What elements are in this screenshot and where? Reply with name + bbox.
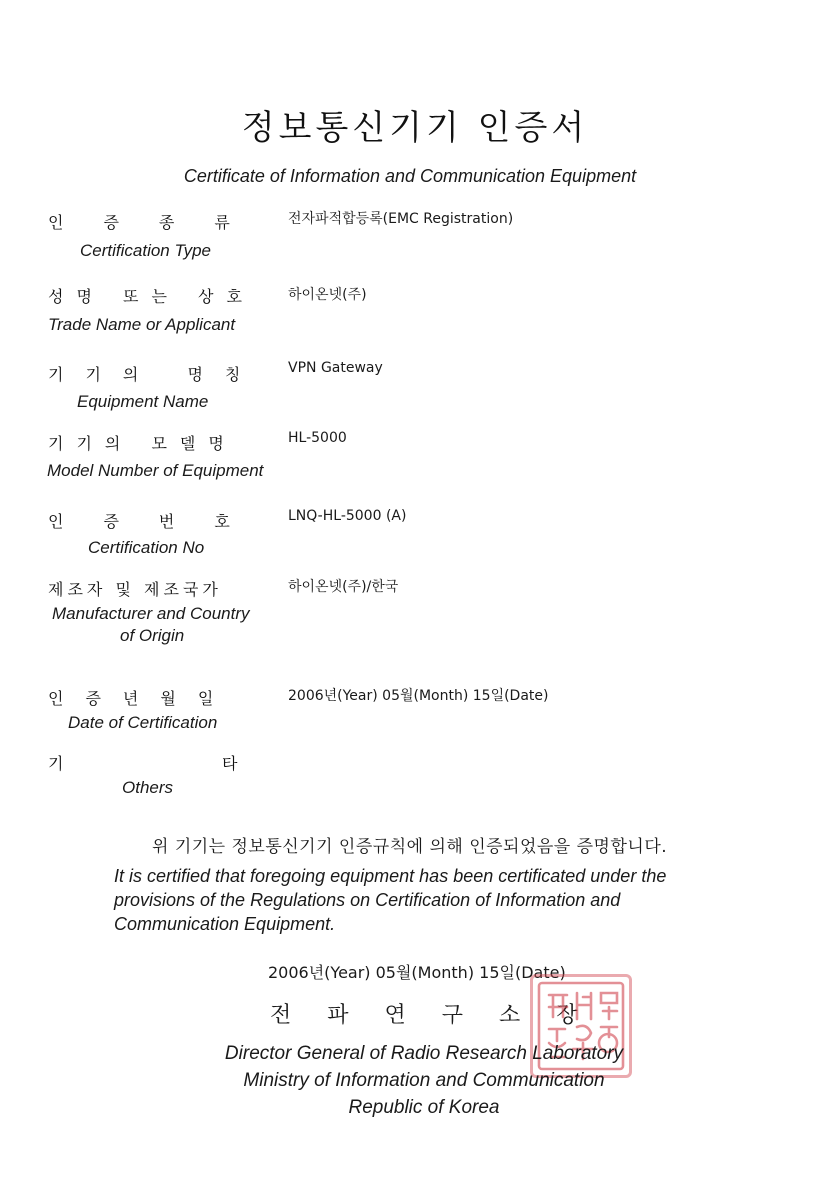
label-ko-trade-name: 성명 또는 상호 <box>48 287 255 306</box>
label-en-manufacturer-line1: Manufacturer and Country <box>52 604 250 623</box>
statement-ko: 위 기기는 정보통신기기 인증규칙에 의해 인증되었음을 증명합니다. <box>152 837 668 857</box>
label-en-equipment-name: Equipment Name <box>77 392 209 411</box>
director-en-line1: Director General of Radio Research Laboratory <box>224 1043 624 1064</box>
label-ko-date: 인증년월일 <box>48 689 236 708</box>
label-ko-certification-no: 인증번호 <box>48 512 270 531</box>
value-equipment-name: VPN Gateway <box>288 360 383 376</box>
label-en-manufacturer-line2: of Origin <box>120 626 185 645</box>
value-model-number: HL-5000 <box>288 430 347 446</box>
signature-date: 2006년(Year) 05월(Month) 15일(Date) <box>268 963 566 982</box>
label-ko-manufacturer: 제조자 및 제조국가 <box>48 580 222 599</box>
value-certification-no: LNQ-HL-5000 (A) <box>288 508 407 524</box>
value-trade-name: 하이온넷(주) <box>288 287 367 303</box>
label-ko-model-number: 기기의 모델명 <box>48 434 237 453</box>
certificate-title-en: Certificate of Information and Communication Equipment <box>183 166 637 186</box>
certificate-title-ko: 정보통신기기 인증서 <box>241 108 589 148</box>
label-ko-certification-type: 인증종류 <box>48 213 270 232</box>
director-en-line2: Ministry of Information and Communication <box>243 1070 605 1091</box>
value-date: 2006년(Year) 05월(Month) 15일(Date) <box>288 688 549 704</box>
director-en-line3: Republic of Korea <box>348 1097 500 1118</box>
label-en-others: Others <box>122 778 174 797</box>
value-certification-type: 전자파적합등록(EMC Registration) <box>288 211 514 227</box>
label-ko-others-a: 기 <box>48 754 64 773</box>
statement-en: It is certified that foregoing equipment has been certificated under the provisions of the Regulations on Certification of Information and Communication Equipment. <box>114 866 667 934</box>
director-title-ko: 전파연구소장 <box>270 1003 614 1028</box>
label-en-trade-name: Trade Name or Applicant <box>48 315 236 334</box>
label-en-date: Date of Certification <box>68 713 218 732</box>
label-en-certification-no: Certification No <box>88 538 205 557</box>
label-en-certification-type: Certification Type <box>80 241 212 260</box>
value-manufacturer: 하이온넷(주)/한국 <box>288 579 399 595</box>
label-ko-equipment-name: 기기의 명칭 <box>48 365 263 384</box>
label-ko-others-b: 타 <box>222 754 238 773</box>
label-en-model-number: Model Number of Equipment <box>47 461 264 480</box>
